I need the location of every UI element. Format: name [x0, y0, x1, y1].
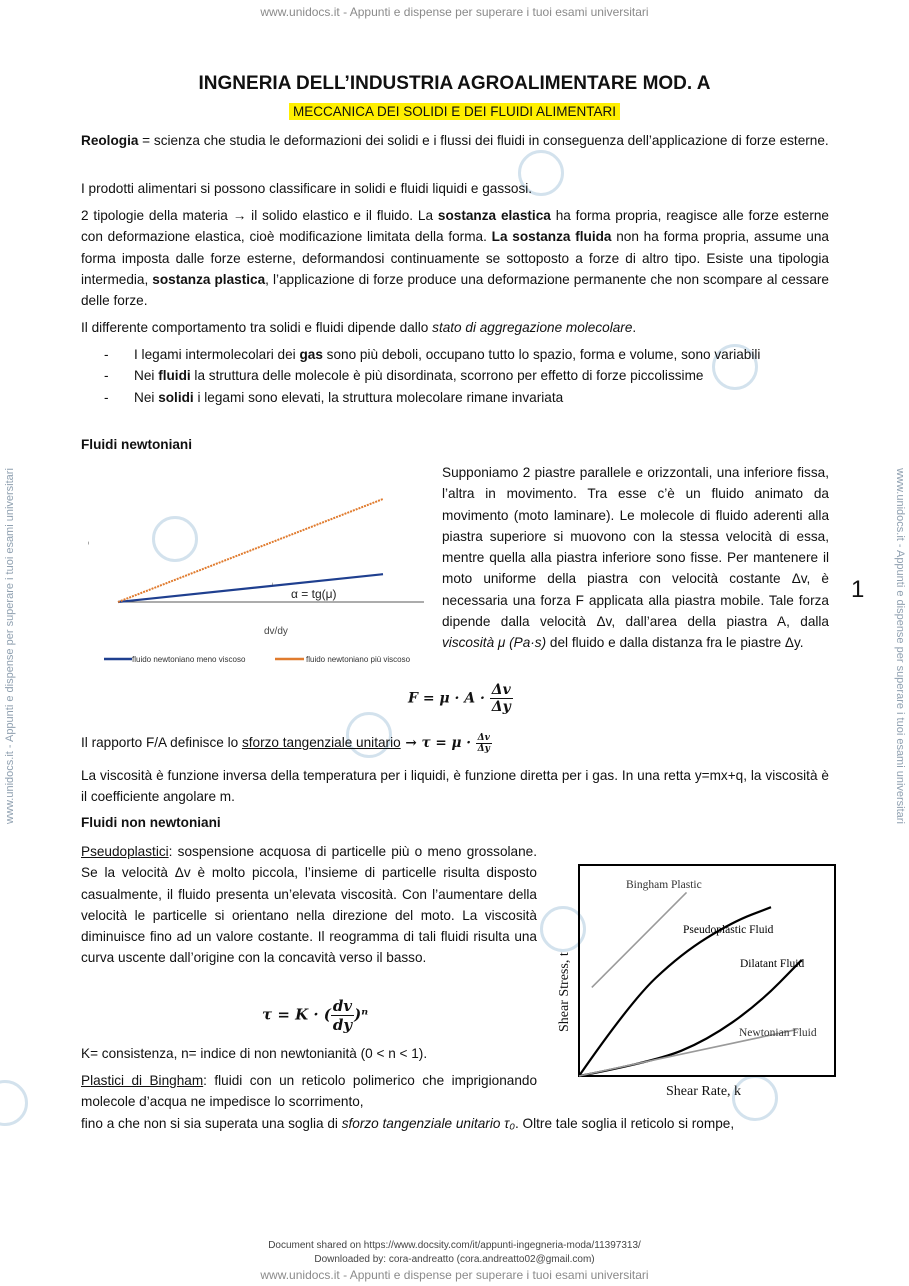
- term-italic: viscosità μ (Pa·s): [442, 635, 547, 651]
- formula-force: [408, 682, 513, 715]
- rheogram-chart: [550, 862, 840, 1102]
- term-bold: gas: [299, 347, 323, 362]
- states-list: [104, 344, 829, 408]
- label-dilatant: Dilatant Fluid: [740, 958, 805, 970]
- fraction-denominator: Δy: [491, 699, 511, 715]
- watermark-bottom: www.unidocs.it - Appunti e dispense per superare i tuoi esami universitari: [260, 1268, 649, 1282]
- series-bingham: [592, 892, 687, 987]
- x-axis-label: Shear Rate, k: [666, 1084, 742, 1099]
- rapporto-paragraph: [81, 732, 829, 754]
- term-italic: stato di aggregazione molecolare: [432, 320, 633, 335]
- list-item: [104, 387, 829, 408]
- fraction-denominator: Δy: [477, 743, 490, 754]
- reologia-term: Reologia: [81, 133, 139, 148]
- text-run: non ha forma propria, assume una forma imposta dalle forze esterne, deformandosi continuamente se sottoposto a forze di altro tipo. Esiste una tipologia intermedia,: [81, 229, 829, 287]
- term-bold: La sostanza fluida: [491, 229, 612, 245]
- subtitle-highlight: MECCANICA DEI SOLIDI E DEI FLUIDI ALIMENTARI: [289, 103, 620, 120]
- newtoniani-paragraph: [442, 462, 829, 654]
- label-pseudoplastic: Pseudoplastic Fluid: [683, 924, 774, 936]
- term-italic: sforzo tangenziale unitario τ₀: [341, 1116, 515, 1131]
- page-number: 1: [851, 576, 865, 603]
- fraction-numerator: Δv: [477, 732, 490, 743]
- angle-marker: ᵢ: [272, 581, 273, 587]
- text-run: I legami intermolecolari dei: [134, 347, 300, 362]
- watermark-left: www.unidocs.it - Appunti e dispense per superare i tuoi esami universitari: [4, 468, 16, 824]
- y-axis-label: Shear Stress, t: [557, 952, 572, 1032]
- term-underlined: sforzo tangenziale unitario: [241, 735, 401, 750]
- list-item: [104, 344, 829, 365]
- text-run: Il rapporto F/A definisce lo: [81, 735, 242, 750]
- bingham-paragraph: [81, 1070, 537, 1113]
- formula-tau: [262, 997, 368, 1034]
- reologia-text: = scienza che studia le deformazioni dei solidi e i flussi dei fluidi in conseguenza dell’applicazione di forze esterne.: [138, 133, 829, 148]
- text-run: sono più deboli, occupano tutto lo spazio, forma e volume, sono variabili: [322, 347, 761, 362]
- fraction-denominator: dy: [332, 1016, 353, 1034]
- footer-downloaded: Downloaded by: cora-andreatto (cora.andreatto02@gmail.com): [314, 1254, 595, 1265]
- fraction: [331, 997, 354, 1034]
- fraction-numerator: Δv: [491, 682, 511, 698]
- pseudoplastici-paragraph: [81, 841, 537, 969]
- text-run: ha forma propria, reagisce alle forze esterne con deformazione elastica, cioè modificazione limitata della forma.: [81, 208, 829, 245]
- term-bold: solidi: [158, 389, 194, 405]
- text-run: .: [632, 320, 637, 335]
- text-run: . Oltre tale soglia il reticolo si rompe,: [515, 1116, 735, 1131]
- watermark-right: www.unidocs.it - Appunti e dispense per superare i tuoi esami universitari: [894, 468, 906, 824]
- heading-non-newtoniani: Fluidi non newtoniani: [81, 815, 221, 830]
- legend-label-less-viscous: fluido newtoniano meno viscoso: [132, 655, 246, 664]
- footer-shared: Document shared on https://www.docsity.com/it/appunti-ingegneria-moda/11397313/: [268, 1240, 641, 1251]
- text-run: i legami sono elevati, la struttura molecolare rimane invariata: [193, 389, 564, 405]
- comportamento-paragraph: [81, 317, 829, 338]
- page-subtitle: [0, 103, 909, 121]
- text-run: 2 tipologie della materia → il solido elastico e il fluido. La: [81, 208, 438, 223]
- text-run: : fluidi con un reticolo polimerico che imprigionando molecole d’acqua ne impedisce lo scorrimento,: [81, 1073, 538, 1110]
- fraction: [490, 682, 513, 715]
- text-run: fino a che non si sia superata una soglia di: [81, 1116, 342, 1131]
- formula-exponent: )ⁿ: [354, 1005, 369, 1024]
- label-newtonian: Newtonian Fluid: [739, 1027, 817, 1039]
- viscosita-paragraph: La viscosità è funzione inversa della temperatura per i liquidi, è funzione diretta per i gas. In una retta y=mx+q, la viscosità è il coefficiente angolare m.: [81, 768, 829, 805]
- x-axis-label: dv/dy: [264, 626, 288, 637]
- term-bold: sostanza elastica: [437, 208, 551, 223]
- formula-inline: → τ = μ ·: [400, 735, 476, 751]
- text-run: Supponiamo 2 piastre parallele e orizzontali, una inferiore fissa, l’altra in movimento. Tra esse c’è un fluido animato da movimento (moto laminare). Le molecole di fluido aderenti alla piastra superiore si muovono con la stessa velocità di essa, mentre quella alla piastra inferiore sono fisse. Per mantenere il moto uniforme della piastra con velocità costante Δv, è necessaria una forza F applicata alla piastra mobile. Tale forza dipende dalla velocità Δv, dall’area della piastra A, dalla: [442, 465, 829, 630]
- series-line-more-viscous: [118, 499, 383, 602]
- series-line-less-viscous: [118, 574, 383, 602]
- text-run: Il differente comportamento tra solidi e fluidi dipende dallo: [81, 320, 433, 335]
- axis-marker: ᵢ: [88, 539, 90, 546]
- text-run: , l’applicazione di forze produce una deformazione permanente che non scompare al cessare delle forze.: [81, 271, 829, 309]
- watermark-top: www.unidocs.it - Appunti e dispense per superare i tuoi esami universitari: [260, 5, 649, 19]
- reologia-paragraph: [81, 130, 829, 151]
- text-run: : sospensione acquosa di particelle più o meno grossolane. Se la velocità Δv è molto piccola, l’insieme di particelle risulta disposto casualmente, il fluido presenta un’elevata viscosità. Con l’aumentare della velocità le particelle si orientano nella direzione del moto. La viscosità diminuisce fino ad un valore costante. Il reogramma di tali fluidi risulta una curva uscente dall’origine con la concavità verso il basso.: [81, 844, 537, 966]
- series-group: [579, 892, 805, 1076]
- term-underlined: Plastici di Bingham: [81, 1073, 204, 1088]
- bingham-continuation: [81, 1113, 829, 1134]
- label-bingham: Bingham Plastic: [626, 879, 702, 891]
- unidocs-logo-icon: [0, 1080, 28, 1126]
- series-dilatant: [579, 958, 805, 1076]
- text-run: Nei: [134, 389, 159, 405]
- fraction-numerator: dv: [332, 997, 353, 1015]
- term-underlined: Pseudoplastici: [81, 844, 169, 859]
- angle-annotation: α = tg(μ): [291, 587, 337, 601]
- legend-label-more-viscous: fluido newtoniano più viscoso: [306, 655, 411, 664]
- term-bold: sostanza plastica: [152, 271, 266, 287]
- heading-newtoniani: Fluidi newtoniani: [81, 437, 193, 452]
- tipologie-paragraph: [81, 205, 829, 311]
- formula-lhs: F = μ · A ·: [408, 690, 490, 707]
- formula-lhs: τ = K · (: [262, 1005, 331, 1024]
- classify-paragraph: I prodotti alimentari si possono classificare in solidi e fluidi liquidi e gassosi.: [81, 181, 533, 196]
- consistenza-paragraph: K= consistenza, n= indice di non newtonianità (0 < n < 1).: [81, 1046, 428, 1061]
- plot-frame: [579, 865, 835, 1076]
- text-run: Nei: [134, 368, 159, 384]
- newtonian-chart: [82, 462, 432, 677]
- text-run: la struttura delle molecole è più disordinata, scorrono per effetto di forze piccolissime: [190, 368, 704, 384]
- term-bold: fluidi: [158, 368, 191, 384]
- text-run: del fluido e dalla distanza fra le piastre Δy.: [546, 635, 804, 651]
- page-title: INGNERIA DELL’INDUSTRIA AGROALIMENTARE MOD. A: [198, 73, 711, 94]
- list-item: [104, 365, 829, 386]
- fraction: [476, 733, 492, 754]
